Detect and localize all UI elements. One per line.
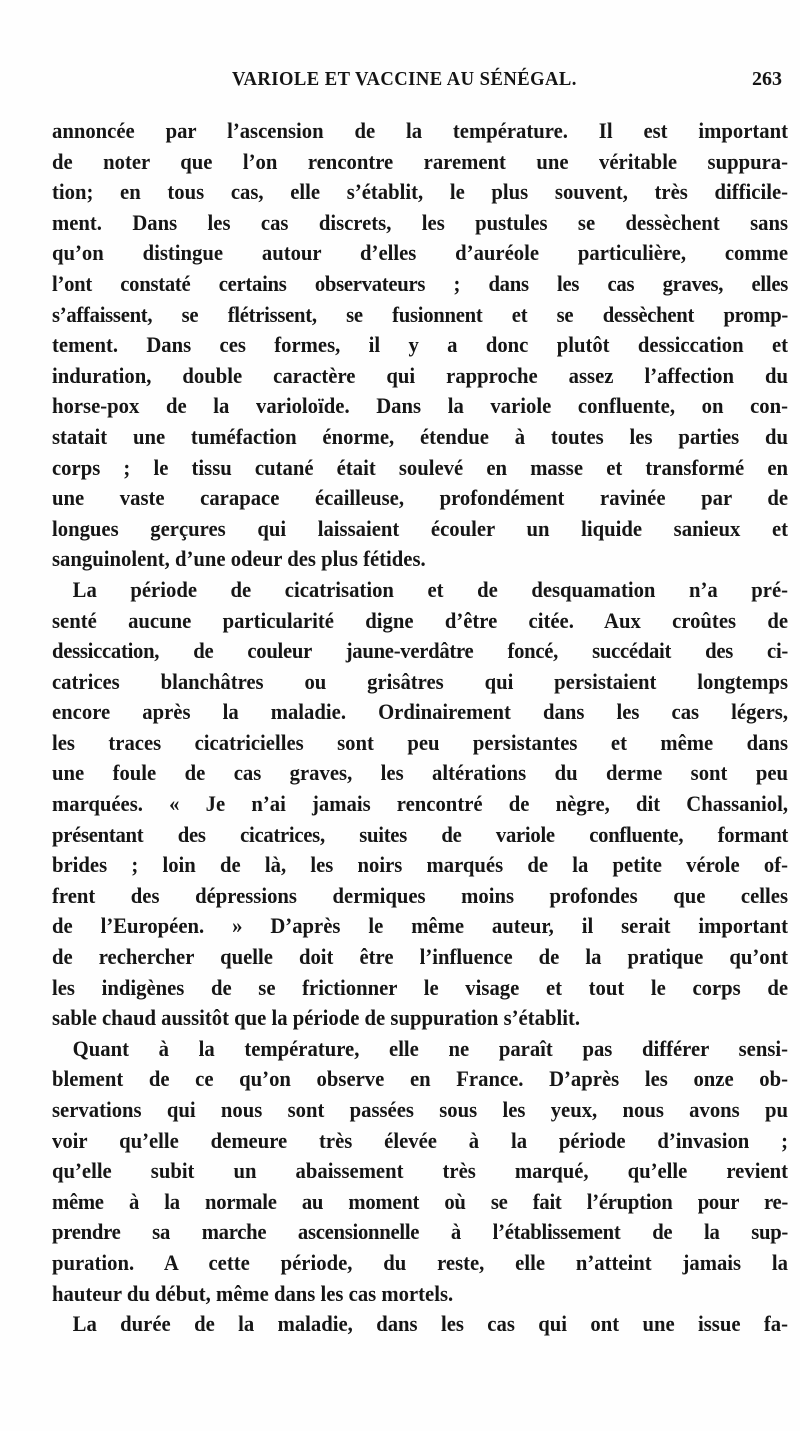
page-number: 263 [752,68,782,90]
text-line: horse-pox de la varioloïde. Dans la variole confluente, on con- [52,393,789,419]
text-line: qu’elle subit un abaissement très marqué, qu’elle revient [52,1158,789,1184]
text-line: dessiccation, de couleur jaune-verdâtre foncé, succédait des ci- [52,638,789,664]
text-line: de rechercher quelle doit être l’influence de la pratique qu’ont [52,944,789,970]
text-line: sanguinolent, d’une odeur des plus fétides. [52,546,426,572]
text-line: de l’Européen. » D’après le même auteur, il serait important [52,913,789,939]
text-line: présentant des cicatrices, suites de variole confluente, formant [52,821,789,847]
text-line: une foule de cas graves, les altérations du derme sont peu [52,760,789,786]
text-line: qu’on distingue autour d’elles d’auréole particulière, comme [52,240,789,266]
text-line: les traces cicatricielles sont peu persistantes et même dans [52,729,789,755]
text-line: blement de ce qu’on observe en France. D’après les onze ob- [52,1066,789,1092]
text-line: catrices blanchâtres ou grisâtres qui persistaient longtemps [52,668,789,694]
text-line: de noter que l’on rencontre rarement une véritable suppura- [52,148,789,174]
text-line: tion; en tous cas, elle s’établit, le plus souvent, très difficile- [52,179,789,205]
page-header [52,68,788,98]
text-line: senté aucune particularité digne d’être citée. Aux croûtes de [52,607,789,633]
text-line: encore après la maladie. Ordinairement dans les cas légers, [52,699,789,725]
text-line: frent des dépressions dermiques moins profondes que celles [52,882,789,908]
running-title: VARIOLE ET VACCINE AU SÉNÉGAL. [232,68,577,90]
text-line: sable chaud aussitôt que la période de suppuration s’établit. [52,1005,581,1031]
text-line: corps ; le tissu cutané était soulevé en masse et transformé en [52,454,789,480]
text-line: ment. Dans les cas discrets, les pustules se dessèchent sans [52,209,789,235]
text-line: même à la normale au moment où se fait l’éruption pour re- [52,1188,789,1214]
text-line: tement. Dans ces formes, il y a donc plutôt dessiccation et [52,332,789,358]
body-text [52,116,788,1340]
text-line: l’ont constaté certains observateurs ; dans les cas graves, elles [52,270,789,296]
text-line: prendre sa marche ascensionnelle à l’établissement de la sup- [52,1219,789,1245]
text-line: servations qui nous sont passées sous les yeux, nous avons pu [52,1097,789,1122]
text-line: annoncée par l’ascension de la température. Il est important [52,118,789,143]
text-line: hauteur du début, même dans les cas mortels. [52,1280,454,1306]
paragraph-start-line: La période de cicatrisation et de desquamation n’a pré- [72,576,789,602]
text-line: une vaste carapace écailleuse, profondément ravinée par de [52,485,789,511]
paragraph-start-line: La durée de la maladie, dans les cas qui ont une issue fa- [72,1311,789,1337]
text-line: longues gerçures qui laissaient écouler un liquide sanieux et [52,515,789,541]
text-line: puration. A cette période, du reste, elle n’atteint jamais la [52,1249,789,1275]
text-line: s’affaissent, se flétrissent, se fusionnent et se dessèchent promp- [52,301,789,327]
text-line: marquées. « Je n’ai jamais rencontré de nègre, dit Chassaniol, [52,791,789,817]
text-line: statait une tuméfaction énorme, étendue à toutes les parties du [52,423,789,449]
paragraph-start-line: Quant à la température, elle ne paraît pas différer sensi- [72,1035,789,1061]
text-line: brides ; loin de là, les noirs marqués de la petite vérole of- [52,852,789,878]
text-line: voir qu’elle demeure très élevée à la période d’invasion ; [52,1127,789,1153]
text-line: induration, double caractère qui rapproche assez l’affection du [52,362,789,388]
text-line: les indigènes de se frictionner le visage et tout le corps de [52,974,789,1000]
